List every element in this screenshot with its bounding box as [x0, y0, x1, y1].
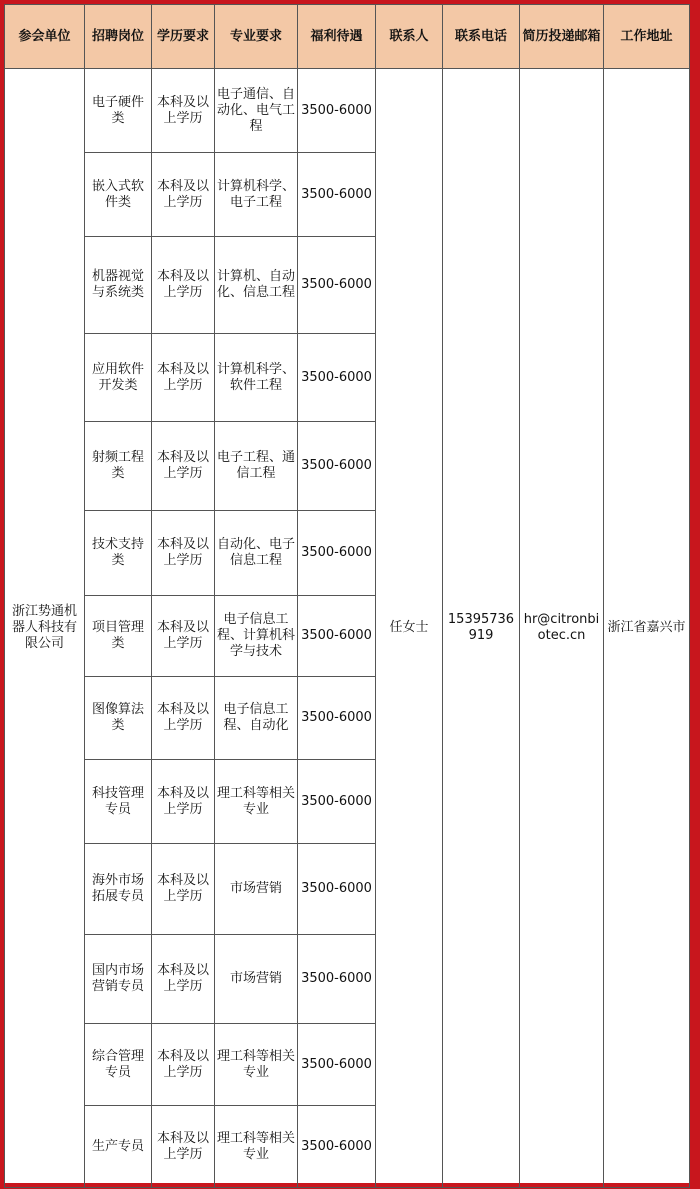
salary-cell: 3500-6000	[298, 760, 376, 844]
recruitment-table	[4, 4, 690, 1188]
header-email: 简历投递邮箱	[520, 5, 604, 69]
major-cell: 理工科等相关专业	[215, 1106, 298, 1188]
header-row	[5, 5, 690, 69]
education-cell: 本科及以上学历	[152, 422, 215, 511]
education-cell: 本科及以上学历	[152, 844, 215, 935]
salary-cell: 3500-6000	[298, 1106, 376, 1188]
salary-cell: 3500-6000	[298, 237, 376, 334]
recruitment-sheet	[4, 4, 689, 1183]
salary-cell: 3500-6000	[298, 596, 376, 677]
position-cell: 综合管理专员	[85, 1024, 152, 1106]
major-cell: 理工科等相关专业	[215, 760, 298, 844]
header-education: 学历要求	[152, 5, 215, 69]
header-salary: 福利待遇	[298, 5, 376, 69]
position-cell: 射频工程类	[85, 422, 152, 511]
position-cell: 机器视觉与系统类	[85, 237, 152, 334]
education-cell: 本科及以上学历	[152, 334, 215, 422]
salary-cell: 3500-6000	[298, 935, 376, 1024]
position-cell: 嵌入式软件类	[85, 153, 152, 237]
salary-cell: 3500-6000	[298, 153, 376, 237]
header-major: 专业要求	[215, 5, 298, 69]
header-address: 工作地址	[604, 5, 690, 69]
major-cell: 电子信息工程、计算机科学与技术	[215, 596, 298, 677]
education-cell: 本科及以上学历	[152, 1024, 215, 1106]
major-cell: 电子工程、通信工程	[215, 422, 298, 511]
education-cell: 本科及以上学历	[152, 1106, 215, 1188]
header-phone: 联系电话	[443, 5, 520, 69]
education-cell: 本科及以上学历	[152, 677, 215, 760]
major-cell: 计算机科学、软件工程	[215, 334, 298, 422]
salary-cell: 3500-6000	[298, 844, 376, 935]
phone-cell: 15395736919	[443, 69, 520, 1188]
major-cell: 计算机科学、电子工程	[215, 153, 298, 237]
salary-cell: 3500-6000	[298, 422, 376, 511]
email-cell[interactable]: hr@citronbiotec.cn	[520, 69, 604, 1188]
salary-cell: 3500-6000	[298, 677, 376, 760]
header-position: 招聘岗位	[85, 5, 152, 69]
company-cell: 浙江势通机器人科技有限公司	[5, 69, 85, 1188]
salary-cell: 3500-6000	[298, 1024, 376, 1106]
major-cell: 电子信息工程、自动化	[215, 677, 298, 760]
address-cell: 浙江省嘉兴市	[604, 69, 690, 1188]
position-cell: 科技管理专员	[85, 760, 152, 844]
education-cell: 本科及以上学历	[152, 596, 215, 677]
education-cell: 本科及以上学历	[152, 153, 215, 237]
table-row	[5, 69, 690, 153]
major-cell: 市场营销	[215, 935, 298, 1024]
major-cell: 电子通信、自动化、电气工程	[215, 69, 298, 153]
education-cell: 本科及以上学历	[152, 511, 215, 596]
position-cell: 海外市场拓展专员	[85, 844, 152, 935]
position-cell: 应用软件开发类	[85, 334, 152, 422]
position-cell: 电子硬件类	[85, 69, 152, 153]
salary-cell: 3500-6000	[298, 511, 376, 596]
salary-cell: 3500-6000	[298, 69, 376, 153]
major-cell: 计算机、自动化、信息工程	[215, 237, 298, 334]
position-cell: 生产专员	[85, 1106, 152, 1188]
header-contact: 联系人	[376, 5, 443, 69]
salary-cell: 3500-6000	[298, 334, 376, 422]
major-cell: 理工科等相关专业	[215, 1024, 298, 1106]
header-company: 参会单位	[5, 5, 85, 69]
education-cell: 本科及以上学历	[152, 237, 215, 334]
major-cell: 市场营销	[215, 844, 298, 935]
contact-cell: 任女士	[376, 69, 443, 1188]
education-cell: 本科及以上学历	[152, 935, 215, 1024]
position-cell: 国内市场营销专员	[85, 935, 152, 1024]
position-cell: 项目管理类	[85, 596, 152, 677]
position-cell: 图像算法类	[85, 677, 152, 760]
education-cell: 本科及以上学历	[152, 760, 215, 844]
position-cell: 技术支持类	[85, 511, 152, 596]
major-cell: 自动化、电子信息工程	[215, 511, 298, 596]
education-cell: 本科及以上学历	[152, 69, 215, 153]
